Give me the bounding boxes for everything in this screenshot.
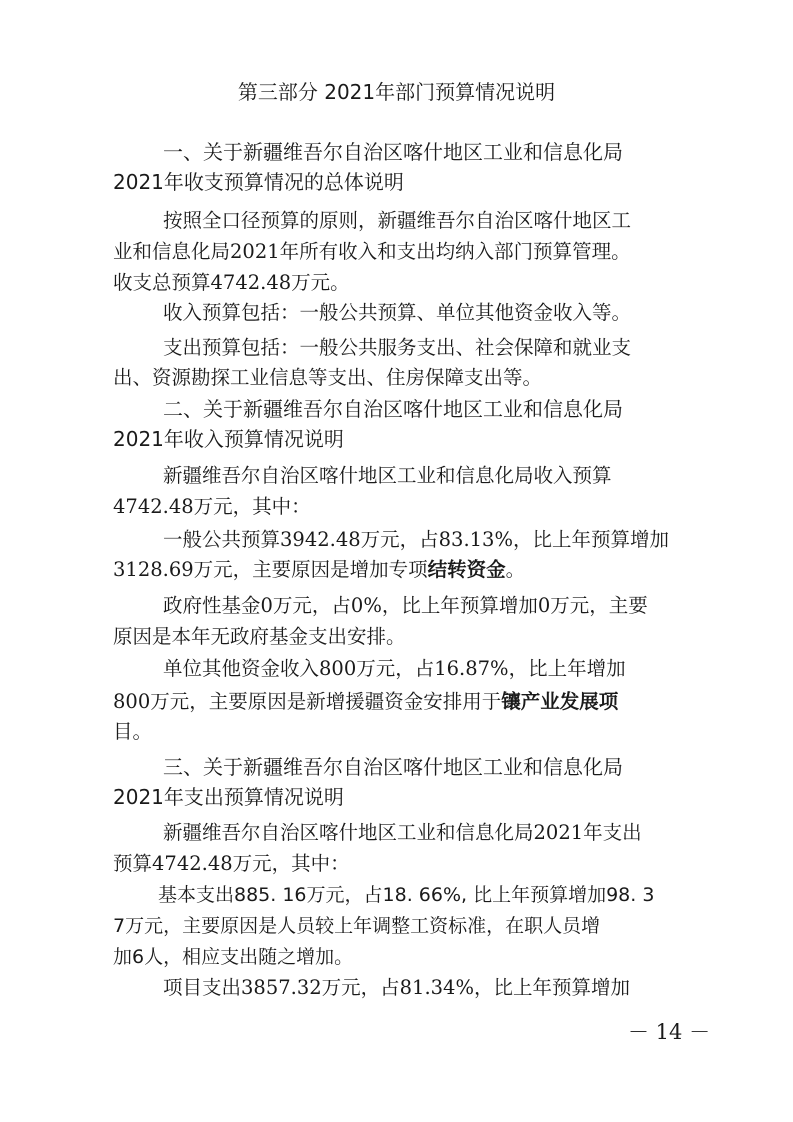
section3-p2-line3: 加6人，相应支出随之增加。 [113, 946, 354, 968]
section2-p1-line1: 新疆维吾尔自治区喀什地区工业和信息化局收入预算 [163, 464, 612, 487]
section2-p1-line2: 4742.48万元，其中： [113, 495, 311, 518]
section2-p3-line1: 政府性基金0万元，占0%，比上年预算增加0万元，主要 [163, 594, 648, 617]
section1-p1-line3: 收支总预算4742.48万元。 [113, 271, 350, 294]
section2-p4-line3: 目。 [113, 720, 153, 743]
section2-p3-line2: 原因是本年无政府基金支出安排。 [113, 625, 406, 648]
section1-heading [113, 137, 703, 197]
section1-p3-line2: 出、资源勘探工业信息等支出、住房保障支出等。 [113, 366, 543, 389]
section2-p4-line2 [113, 686, 618, 714]
section2-p2-line2-text: 3128.69万元，主要原因是增加专项 [113, 558, 428, 581]
section1-p1-line2: 业和信息化局2021年所有收入和支出均纳入部门预算管理。 [113, 240, 631, 263]
section3-p1-line2: 预算4742.48万元，其中： [113, 852, 350, 875]
section2-p2-highlight: 结转资金 [427, 558, 506, 581]
section2-heading-line1: 二、关于新疆维吾尔自治区喀什地区工业和信息化局 [163, 397, 623, 421]
section2-p2-line1: 一般公共预算3942.48万元，占83.13%，比上年预算增加 [163, 528, 669, 551]
section2-p4-highlight: 镶产业发展项 [501, 690, 619, 713]
section3-p2-line2: 7万元，主要原因是人员较上年调整工资标准，在职人员增 [113, 915, 601, 937]
page-number: － 14 － [628, 1020, 711, 1044]
page-title: 第三部分 2021年部门预算情况说明 [237, 80, 556, 104]
section2-p4-line1: 单位其他资金收入800万元，占16.87%，比上年增加 [163, 657, 626, 680]
section3-p2-line1: 基本支出885. 16万元，占18. 66%, 比上年预算增加98. 3 [158, 884, 655, 906]
section3-p1-line1: 新疆维吾尔自治区喀什地区工业和信息化局2021年支出 [163, 821, 642, 844]
section2-p4-line2-text: 800万元，主要原因是新增援疆资金安排用于 [113, 690, 502, 713]
section1-heading-line1: 一、关于新疆维吾尔自治区喀什地区工业和信息化局 [163, 140, 623, 164]
section2-heading-line2: 2021年收入预算情况说明 [113, 427, 344, 451]
section2-p2-line2-end: 。 [505, 558, 526, 581]
section3-p3-line1: 项目支出3857.32万元，占81.34%，比上年预算增加 [163, 976, 630, 999]
section2-p2-line2 [113, 554, 525, 582]
section3-heading-line2: 2021年支出预算情况说明 [113, 785, 344, 809]
section3-heading-line1: 三、关于新疆维吾尔自治区喀什地区工业和信息化局 [163, 755, 623, 779]
section1-p2: 收入预算包括：一般公共预算、单位其他资金收入等。 [163, 301, 632, 324]
section1-heading-line2: 2021年收支预算情况的总体说明 [113, 170, 404, 194]
section1-p1-line1: 按照全口径预算的原则，新疆维吾尔自治区喀什地区工 [163, 209, 632, 232]
section2-heading [113, 394, 703, 454]
section3-heading [113, 752, 703, 812]
section1-p3-line1: 支出预算包括：一般公共服务支出、社会保障和就业支 [163, 336, 632, 359]
